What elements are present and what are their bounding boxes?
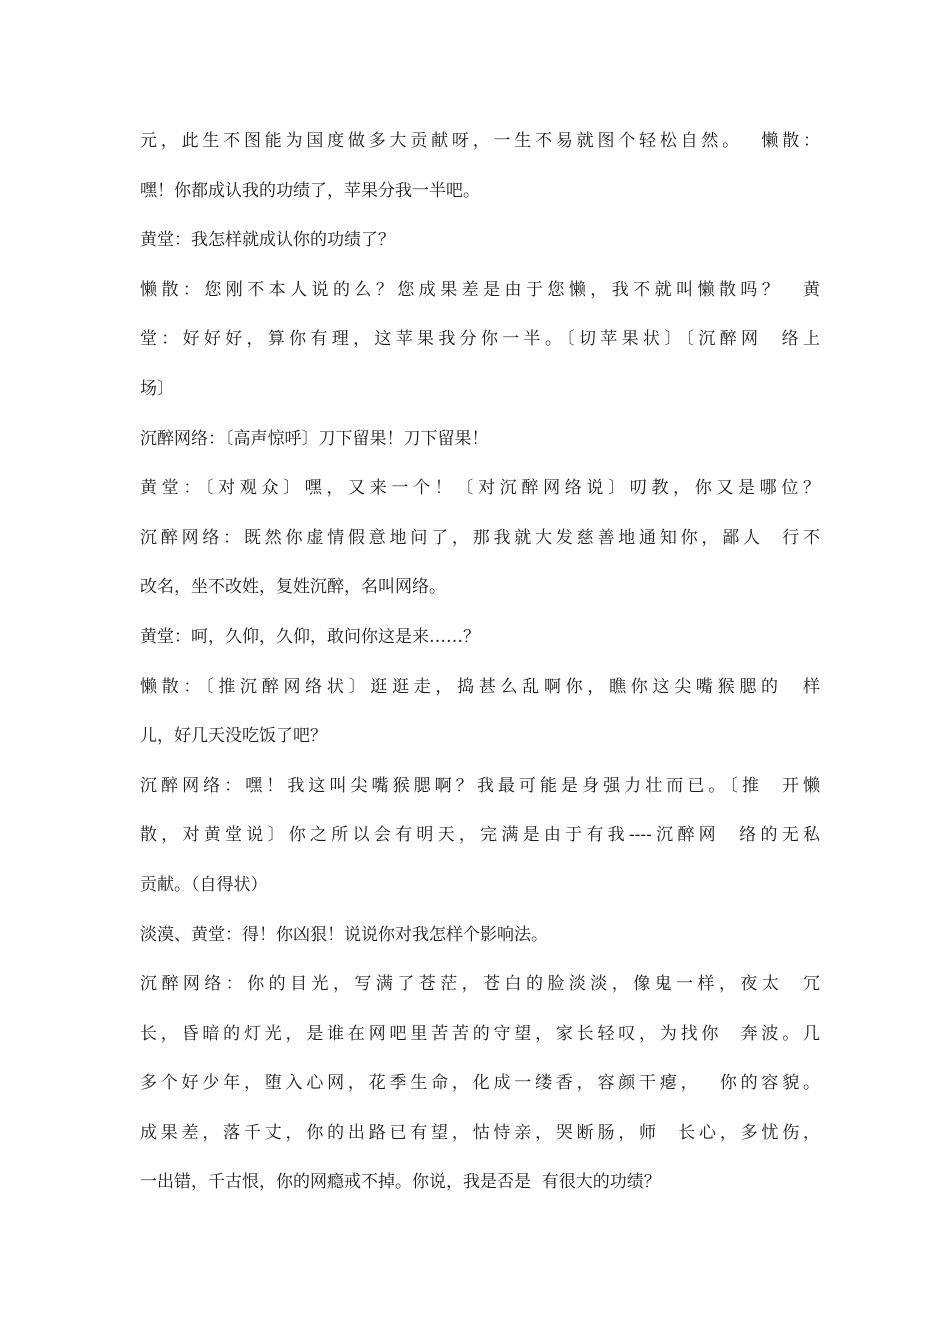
text-line: 贡献。（自得状）: [140, 874, 268, 895]
text-line: 黄堂：呵，久仰，久仰，敢问你这是来……？: [140, 626, 480, 647]
text-line: 淡漠、黄堂：得！你凶狠！说说你对我怎样个影响法。: [140, 924, 548, 945]
text-line: 嘿！你都成认我的功绩了，苹果分我一半吧。: [140, 180, 480, 201]
text-line: 沉醉网络：既然你虚情假意地问了，那我就大发慈善地通知你，鄙人 行不: [140, 527, 820, 548]
text-line: 沉醉网络：〔高声惊呼〕刀下留果！刀下留果！: [140, 428, 489, 449]
text-line: 成果差，落千丈，你的出路已有望，怙恃亲，哭断肠，师 长心，多忧伤，: [140, 1122, 820, 1143]
text-line: 黄堂：我怎样就成认你的功绩了？: [140, 230, 395, 251]
script-text-body: [140, 117, 820, 1208]
text-line: 沉醉网络：嘿！我这叫尖嘴猴腮啊？我最可能是身强力壮而已。〔推 开懒: [140, 775, 820, 796]
text-line: 堂：好好好，算你有理，这苹果我分你一半。〔切苹果状〕〔沉醉网 络上: [140, 329, 820, 350]
text-line: 散，对黄堂说〕你之所以会有明天，完满是由于有我----沉醉网 络的无私: [140, 825, 820, 846]
text-line: 元，此生不图能为国度做多大贡献呀，一生不易就图个轻松自然。 懒散：: [140, 131, 820, 151]
text-line: 多个好少年，堕入心网，花季生命，化成一缕香，容颜干瘪， 你的容貌。: [140, 1073, 820, 1094]
text-line: 懒散：〔推沉醉网络状〕逛逛走，捣甚么乱啊你，瞧你这尖嘴猴腮的 样: [140, 676, 820, 697]
text-line: 一出错，千古恨，你的网瘾戒不掉。你说，我是否是 有很大的功绩？: [140, 1172, 661, 1193]
text-line: 改名，坐不改姓，复姓沉醉，名叫网络。: [140, 577, 446, 598]
text-line: 儿，好几天没吃饭了吧？: [140, 726, 327, 747]
text-line: 黄堂：〔对观众〕嘿，又来一个！〔对沉醉网络说〕叨教，你又是哪位？: [140, 478, 820, 499]
text-line: 懒散：您刚不本人说的么？您成果差是由于您懒，我不就叫懒散吗？ 黄: [140, 279, 820, 300]
text-line: 场〕: [140, 378, 174, 399]
text-line: 沉醉网络：你的目光，写满了苍茫，苍白的脸淡淡，像鬼一样，夜太 冗: [140, 974, 820, 995]
text-line: 长，昏暗的灯光，是谁在网吧里苦苦的守望，家长轻叹，为找你 奔波。几: [140, 1023, 820, 1044]
